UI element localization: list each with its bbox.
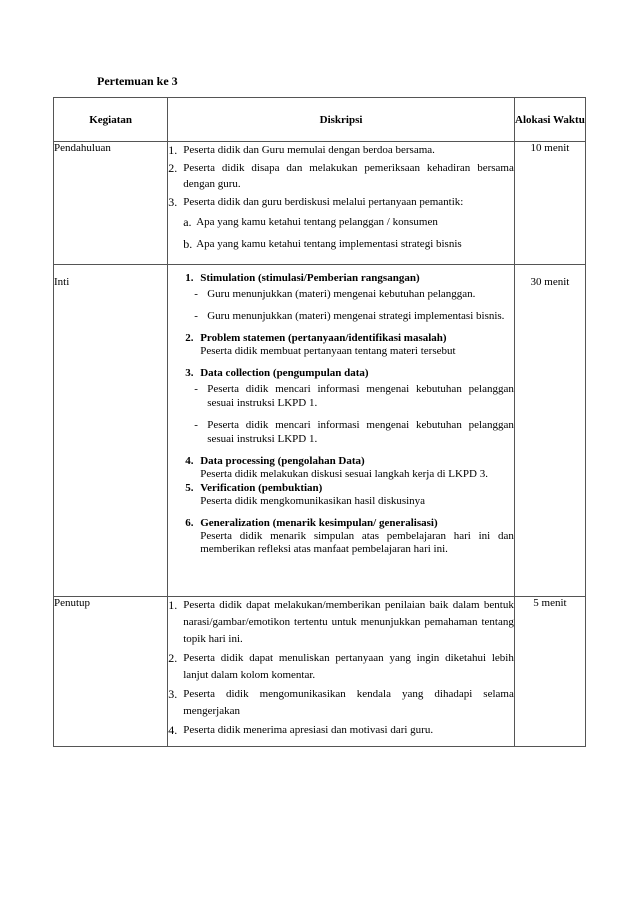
header-diskripsi: Diskripsi xyxy=(168,98,515,142)
alokasi-pendahuluan: 10 menit xyxy=(514,142,585,265)
list-item: a. Apa yang kamu ketahui tentang pelanggan / konsumen xyxy=(183,215,438,229)
table-row-pendahuluan xyxy=(54,142,586,265)
kegiatan-inti: Inti xyxy=(54,265,168,597)
diskripsi-pendahuluan xyxy=(168,142,515,265)
list-item: 3. Peserta didik mengomunikasikan kendala yang dihadapi selama mengerjakan xyxy=(168,687,514,717)
list-item: 2. Peserta didik dapat menuliskan pertanyaan yang ingin diketahui lebih lanjut dalam kolom komentar. xyxy=(168,651,514,681)
list-item: 4. Peserta didik menerima apresiasi dan motivasi dari guru. xyxy=(168,723,434,737)
step-verification: 5. Verification (pembuktian) Peserta didik mengkomunikasikan hasil diskusinya xyxy=(185,482,426,507)
step-generalization: 6. Generalization (menarik kesimpulan/ generalisasi) Peserta didik menarik simpulan atas pembelajaran hari ini dan memberikan refleksi atas manfaat pembelajaran hari ini. xyxy=(185,517,514,555)
step-stimulation: 1. Stimulation (stimulasi/Pemberian rangsangan) - Guru menunjukkan (materi) mengenai kebutuhan pelanggan. - Guru menunjukkan (materi) mengenai strategi implementasi bisnis. xyxy=(185,272,505,322)
list-item: b. Apa yang kamu ketahui tentang implementasi strategi bisnis xyxy=(183,237,462,251)
list-item: 2. Peserta didik disapa dan melakukan pemeriksaan kehadiran bersama dengan guru. xyxy=(168,161,514,190)
kegiatan-pendahuluan: Pendahuluan xyxy=(54,142,168,265)
step-data-collection: 3. Data collection (pengumpulan data) - Peserta didik mencari informasi mengenai kebutuhan pelanggan sesuai instruksi LKPD 1. - Peserta didik mencari informasi mengenai kebutuhan pelanggan sesuai instruksi LKPD 1. xyxy=(185,367,514,445)
list-item: 3. Peserta didik dan guru berdiskusi melalui pertanyaan pemantik: xyxy=(168,195,464,209)
list-item: 1. Peserta didik dapat melakukan/memberikan penilaian baik dalam bentuk narasi/gambar/emotikon tertentu untuk menunjukkan pemahaman tentang topik hari ini. xyxy=(168,598,514,645)
list-item: 1. Peserta didik dan Guru memulai dengan berdoa bersama. xyxy=(168,143,435,157)
step-problem-statement: 2. Problem statemen (pertanyaan/identifikasi masalah) Peserta didik membuat pertanyaan tentang materi tersebut xyxy=(185,332,456,357)
header-kegiatan: Kegiatan xyxy=(54,98,168,142)
diskripsi-penutup xyxy=(168,597,515,747)
alokasi-penutup: 5 menit xyxy=(514,597,585,747)
diskripsi-inti xyxy=(168,265,515,597)
page-title: Pertemuan ke 3 xyxy=(97,74,178,88)
lesson-activity-table xyxy=(53,97,586,747)
kegiatan-penutup: Penutup xyxy=(54,597,168,747)
table-row-inti xyxy=(54,265,586,597)
alokasi-inti: 30 menit xyxy=(514,265,585,597)
step-data-processing: 4. Data processing (pengolahan Data) Peserta didik melakukan diskusi sesuai langkah kerja di LKPD 3. xyxy=(185,455,488,480)
table-header-row xyxy=(54,98,586,142)
header-alokasi-waktu: Alokasi Waktu xyxy=(514,98,585,142)
table-row-penutup xyxy=(54,597,586,747)
